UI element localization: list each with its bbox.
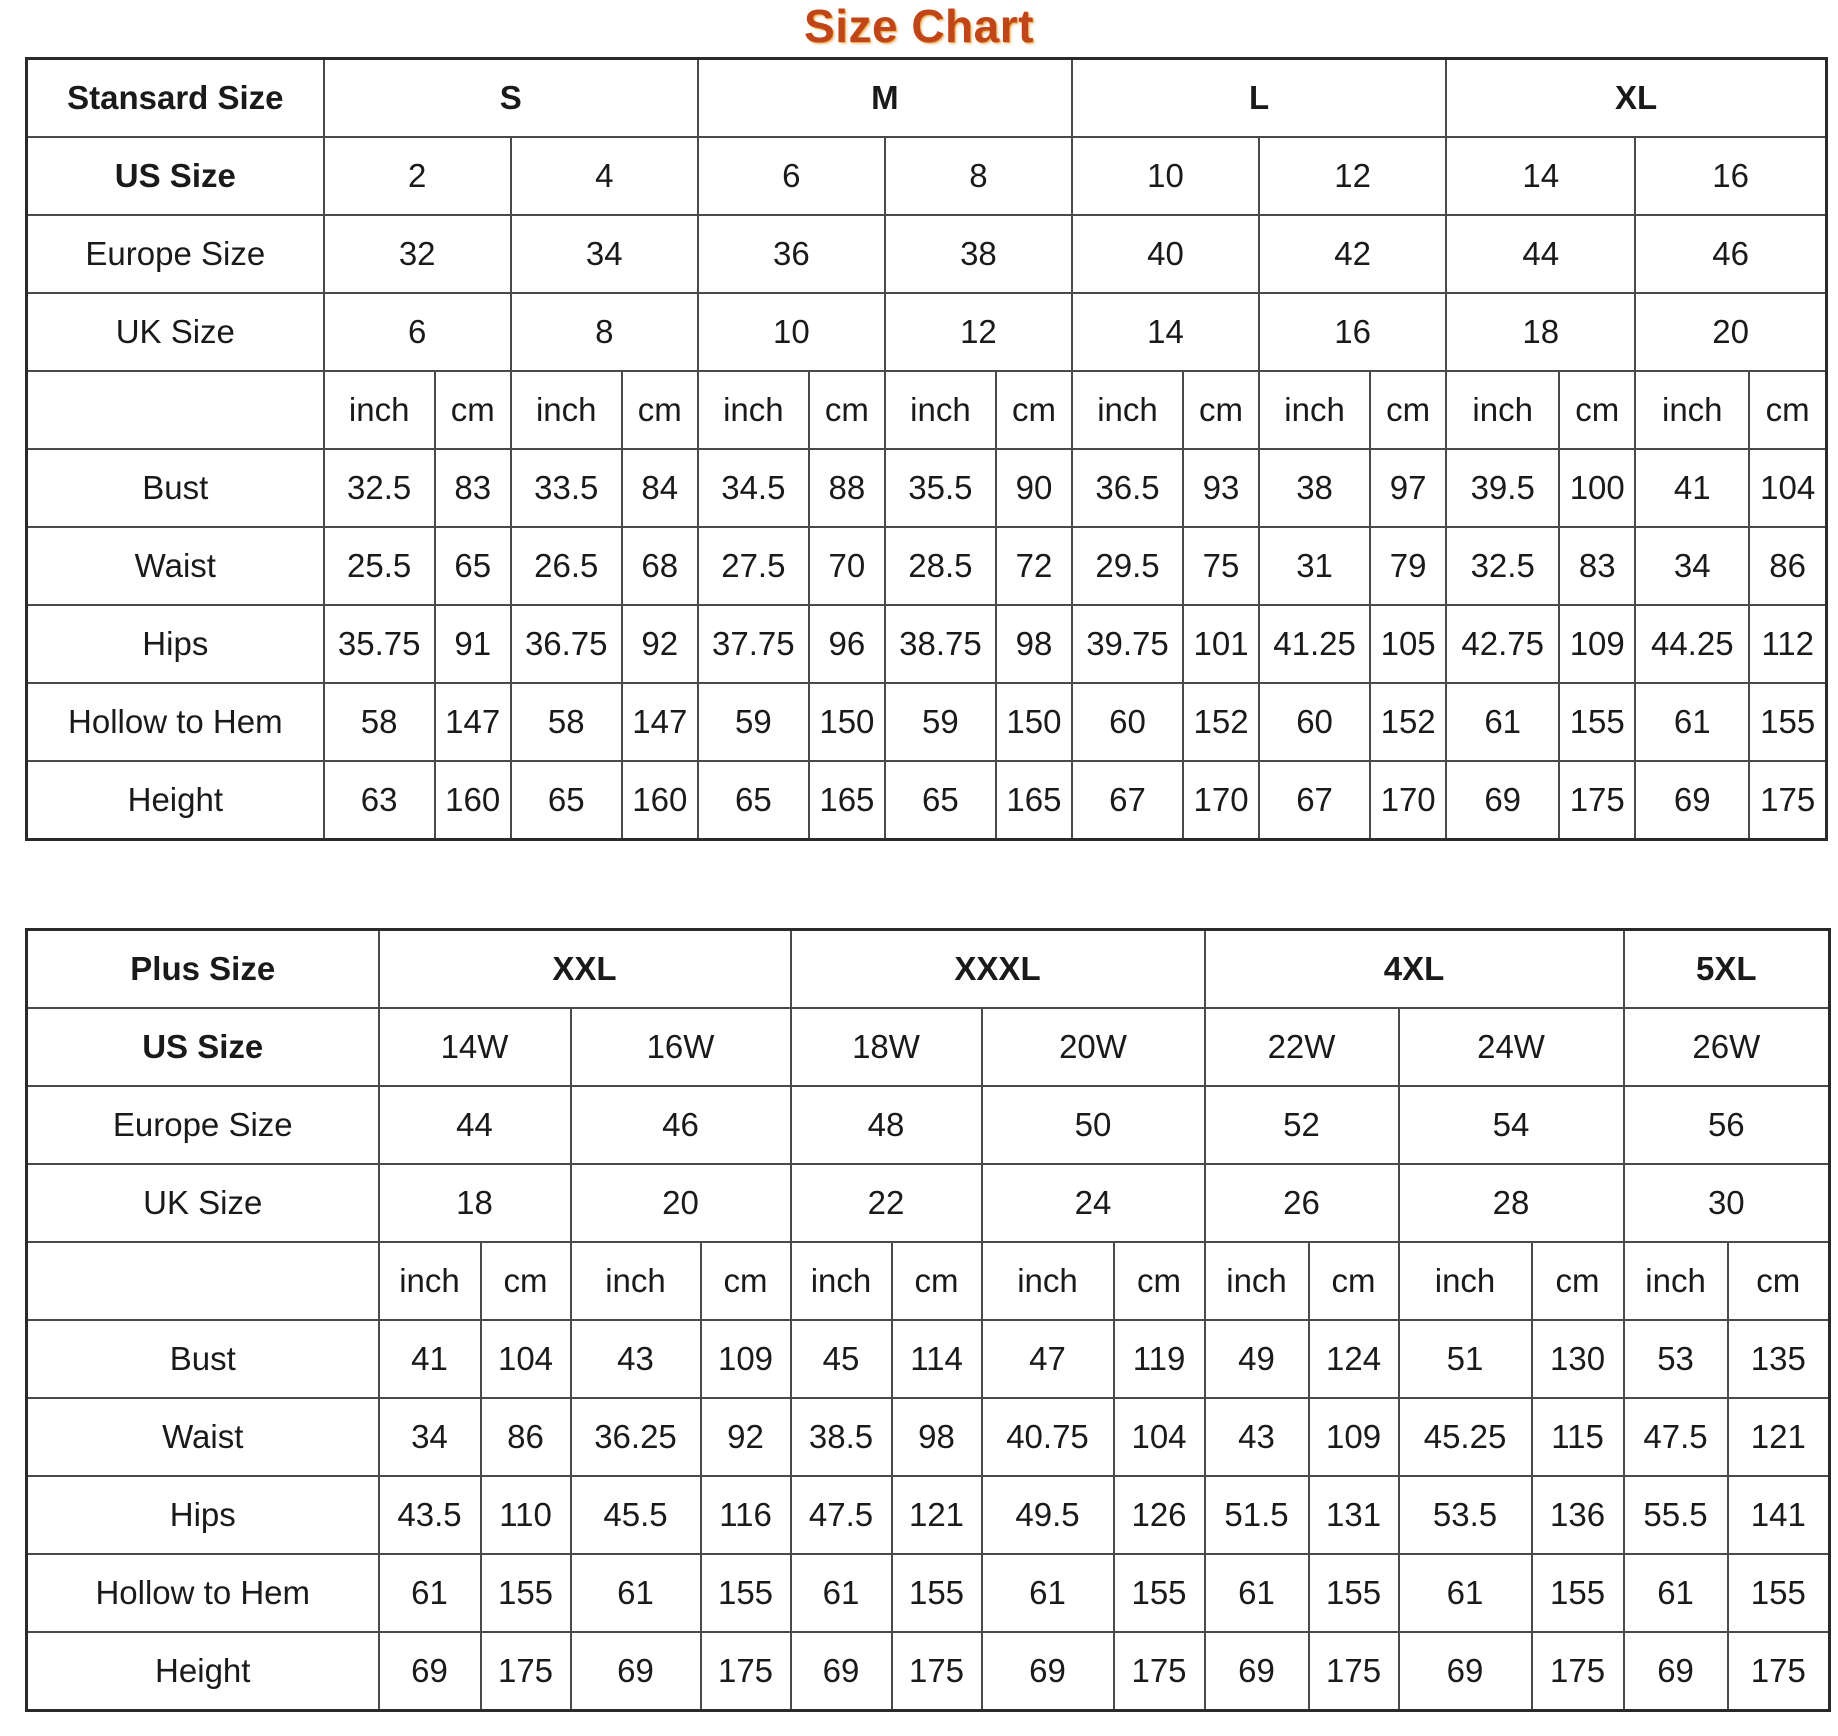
plus-uk-row [27, 1164, 1830, 1242]
unit-cm: cm [1183, 371, 1259, 449]
measure-cell: 86 [1749, 527, 1826, 605]
measure-cell: 36.75 [511, 605, 622, 683]
measure-cell: 45 [791, 1320, 892, 1398]
measure-cell: 175 [1559, 761, 1635, 840]
measure-cell: 34 [1635, 527, 1749, 605]
measure-cell: 92 [622, 605, 698, 683]
measure-cell: 44.25 [1635, 605, 1749, 683]
measure-cell: 69 [1635, 761, 1749, 840]
unit-inch: inch [511, 371, 622, 449]
measure-cell: 61 [1446, 683, 1559, 761]
unit-inch: inch [324, 371, 435, 449]
measure-cell: 97 [1370, 449, 1446, 527]
measure-cell: 165 [809, 761, 885, 840]
unit-inch: inch [698, 371, 809, 449]
standard-group-row [27, 59, 1827, 138]
measure-cell: 121 [1728, 1398, 1830, 1476]
measure-label: Waist [27, 1398, 379, 1476]
standard-group: L [1072, 59, 1446, 138]
unit-inch: inch [1205, 1242, 1309, 1320]
unit-inch: inch [1446, 371, 1559, 449]
plus-us-row [27, 1008, 1830, 1086]
measure-cell: 155 [1532, 1554, 1624, 1632]
measure-cell: 175 [1728, 1632, 1830, 1711]
measure-cell: 65 [885, 761, 996, 840]
measure-cell: 152 [1370, 683, 1446, 761]
unit-cm: cm [701, 1242, 791, 1320]
measure-cell: 61 [791, 1554, 892, 1632]
unit-cm: cm [1309, 1242, 1399, 1320]
measure-cell: 58 [324, 683, 435, 761]
europe-size-cell: 50 [982, 1086, 1205, 1164]
measure-cell: 130 [1532, 1320, 1624, 1398]
measure-cell: 104 [481, 1320, 571, 1398]
uk-size-cell: 6 [324, 293, 511, 371]
measure-cell: 61 [1399, 1554, 1532, 1632]
measure-cell: 119 [1114, 1320, 1205, 1398]
measure-cell: 175 [701, 1632, 791, 1711]
measure-cell: 37.75 [698, 605, 809, 683]
unit-inch: inch [571, 1242, 701, 1320]
measure-cell: 135 [1728, 1320, 1830, 1398]
measure-cell: 65 [435, 527, 511, 605]
measure-cell: 67 [1259, 761, 1370, 840]
measure-cell: 45.25 [1399, 1398, 1532, 1476]
measure-cell: 36.25 [571, 1398, 701, 1476]
unit-inch: inch [982, 1242, 1114, 1320]
unit-cm: cm [481, 1242, 571, 1320]
us-size-cell: 6 [698, 137, 885, 215]
measure-cell: 69 [1399, 1632, 1532, 1711]
europe-size-cell: 36 [698, 215, 885, 293]
measure-cell: 68 [622, 527, 698, 605]
standard-unit-row [27, 371, 1827, 449]
europe-size-cell: 40 [1072, 215, 1259, 293]
measure-cell: 42.75 [1446, 605, 1559, 683]
table-row [27, 1476, 1830, 1554]
measure-cell: 175 [892, 1632, 982, 1711]
measure-cell: 61 [982, 1554, 1114, 1632]
measure-cell: 63 [324, 761, 435, 840]
measure-cell: 36.5 [1072, 449, 1183, 527]
plus-group: 4XL [1205, 930, 1624, 1009]
standard-eu-row [27, 215, 1827, 293]
us-size-label: US Size [27, 137, 324, 215]
measure-cell: 61 [1635, 683, 1749, 761]
measure-cell: 53.5 [1399, 1476, 1532, 1554]
measure-cell: 86 [481, 1398, 571, 1476]
unit-inch: inch [1259, 371, 1370, 449]
measure-cell: 160 [435, 761, 511, 840]
measure-cell: 49 [1205, 1320, 1309, 1398]
measure-cell: 98 [892, 1398, 982, 1476]
measure-cell: 152 [1183, 683, 1259, 761]
measure-cell: 175 [1532, 1632, 1624, 1711]
unit-inch: inch [1635, 371, 1749, 449]
measure-cell: 31 [1259, 527, 1370, 605]
unit-cm: cm [1749, 371, 1826, 449]
measure-cell: 69 [1624, 1632, 1728, 1711]
measure-label: Hollow to Hem [27, 1554, 379, 1632]
measure-cell: 109 [1559, 605, 1635, 683]
plus-group-row [27, 930, 1830, 1009]
uk-size-cell: 8 [511, 293, 698, 371]
standard-header-label: Stansard Size [27, 59, 324, 138]
measure-cell: 175 [1309, 1632, 1399, 1711]
measure-cell: 51.5 [1205, 1476, 1309, 1554]
measure-cell: 116 [701, 1476, 791, 1554]
measure-cell: 45.5 [571, 1476, 701, 1554]
measure-cell: 96 [809, 605, 885, 683]
measure-cell: 35.5 [885, 449, 996, 527]
us-size-cell: 22W [1205, 1008, 1399, 1086]
measure-cell: 92 [701, 1398, 791, 1476]
measure-cell: 72 [996, 527, 1072, 605]
europe-size-label: Europe Size [27, 215, 324, 293]
unit-cm: cm [1532, 1242, 1624, 1320]
table-row [27, 1398, 1830, 1476]
europe-size-cell: 56 [1624, 1086, 1830, 1164]
uk-size-cell: 22 [791, 1164, 982, 1242]
measure-cell: 155 [701, 1554, 791, 1632]
measure-cell: 27.5 [698, 527, 809, 605]
measure-cell: 32.5 [324, 449, 435, 527]
europe-size-cell: 32 [324, 215, 511, 293]
unit-cm: cm [996, 371, 1072, 449]
measure-cell: 165 [996, 761, 1072, 840]
unit-label-empty [27, 1242, 379, 1320]
unit-inch: inch [885, 371, 996, 449]
measure-cell: 53 [1624, 1320, 1728, 1398]
measure-cell: 83 [435, 449, 511, 527]
measure-cell: 33.5 [511, 449, 622, 527]
measure-cell: 147 [435, 683, 511, 761]
measure-cell: 83 [1559, 527, 1635, 605]
measure-label: Height [27, 761, 324, 840]
us-size-cell: 2 [324, 137, 511, 215]
plus-eu-row [27, 1086, 1830, 1164]
measure-cell: 49.5 [982, 1476, 1114, 1554]
measure-cell: 104 [1749, 449, 1826, 527]
unit-inch: inch [1072, 371, 1183, 449]
table-row [27, 1554, 1830, 1632]
europe-size-cell: 46 [1635, 215, 1826, 293]
measure-cell: 58 [511, 683, 622, 761]
measure-cell: 175 [1749, 761, 1826, 840]
measure-label: Bust [27, 1320, 379, 1398]
europe-size-cell: 44 [1446, 215, 1635, 293]
measure-cell: 104 [1114, 1398, 1205, 1476]
table-row [27, 449, 1827, 527]
standard-us-row [27, 137, 1827, 215]
uk-size-cell: 28 [1399, 1164, 1624, 1242]
us-size-cell: 8 [885, 137, 1072, 215]
measure-cell: 41 [1635, 449, 1749, 527]
measure-cell: 55.5 [1624, 1476, 1728, 1554]
measure-cell: 155 [1114, 1554, 1205, 1632]
measure-label: Bust [27, 449, 324, 527]
measure-cell: 101 [1183, 605, 1259, 683]
measure-cell: 69 [982, 1632, 1114, 1711]
measure-cell: 69 [379, 1632, 481, 1711]
table-row [27, 761, 1827, 840]
uk-size-cell: 30 [1624, 1164, 1830, 1242]
measure-label: Hips [27, 1476, 379, 1554]
standard-group: S [324, 59, 698, 138]
measure-cell: 155 [892, 1554, 982, 1632]
europe-size-cell: 34 [511, 215, 698, 293]
measure-cell: 121 [892, 1476, 982, 1554]
measure-cell: 155 [1728, 1554, 1830, 1632]
plus-group: XXXL [791, 930, 1205, 1009]
measure-cell: 26.5 [511, 527, 622, 605]
measure-cell: 170 [1183, 761, 1259, 840]
measure-cell: 100 [1559, 449, 1635, 527]
page-title: Size Chart [804, 0, 1034, 52]
standard-size-table [25, 57, 1828, 841]
measure-cell: 69 [791, 1632, 892, 1711]
measure-cell: 170 [1370, 761, 1446, 840]
measure-cell: 98 [996, 605, 1072, 683]
measure-cell: 155 [1749, 683, 1826, 761]
plus-size-table [25, 928, 1831, 1712]
us-size-cell: 4 [511, 137, 698, 215]
measure-cell: 47 [982, 1320, 1114, 1398]
measure-cell: 59 [698, 683, 809, 761]
europe-size-cell: 44 [379, 1086, 571, 1164]
measure-cell: 43.5 [379, 1476, 481, 1554]
europe-size-cell: 54 [1399, 1086, 1624, 1164]
standard-group: XL [1446, 59, 1826, 138]
measure-cell: 38 [1259, 449, 1370, 527]
measure-cell: 34 [379, 1398, 481, 1476]
table-row [27, 1632, 1830, 1711]
plus-header-label: Plus Size [27, 930, 379, 1009]
measure-cell: 40.75 [982, 1398, 1114, 1476]
measure-cell: 29.5 [1072, 527, 1183, 605]
measure-cell: 175 [481, 1632, 571, 1711]
measure-cell: 65 [698, 761, 809, 840]
measure-cell: 65 [511, 761, 622, 840]
uk-size-label: UK Size [27, 293, 324, 371]
measure-label: Hips [27, 605, 324, 683]
measure-cell: 79 [1370, 527, 1446, 605]
unit-cm: cm [435, 371, 511, 449]
measure-cell: 109 [1309, 1398, 1399, 1476]
standard-group: M [698, 59, 1072, 138]
table-row [27, 527, 1827, 605]
measure-cell: 112 [1749, 605, 1826, 683]
measure-cell: 61 [1624, 1554, 1728, 1632]
measure-cell: 126 [1114, 1476, 1205, 1554]
measure-cell: 61 [1205, 1554, 1309, 1632]
unit-inch: inch [379, 1242, 481, 1320]
measure-cell: 51 [1399, 1320, 1532, 1398]
table-row [27, 605, 1827, 683]
measure-cell: 110 [481, 1476, 571, 1554]
measure-cell: 105 [1370, 605, 1446, 683]
uk-size-label: UK Size [27, 1164, 379, 1242]
measure-cell: 67 [1072, 761, 1183, 840]
europe-size-cell: 48 [791, 1086, 982, 1164]
measure-cell: 175 [1114, 1632, 1205, 1711]
measure-cell: 28.5 [885, 527, 996, 605]
us-size-cell: 16 [1635, 137, 1826, 215]
unit-cm: cm [1559, 371, 1635, 449]
measure-cell: 155 [1309, 1554, 1399, 1632]
plus-unit-row [27, 1242, 1830, 1320]
measure-cell: 34.5 [698, 449, 809, 527]
unit-inch: inch [791, 1242, 892, 1320]
measure-cell: 131 [1309, 1476, 1399, 1554]
measure-cell: 147 [622, 683, 698, 761]
measure-cell: 69 [1446, 761, 1559, 840]
us-size-cell: 18W [791, 1008, 982, 1086]
measure-cell: 69 [571, 1632, 701, 1711]
measure-cell: 59 [885, 683, 996, 761]
measure-cell: 61 [571, 1554, 701, 1632]
table-row [27, 1320, 1830, 1398]
unit-cm: cm [809, 371, 885, 449]
uk-size-cell: 24 [982, 1164, 1205, 1242]
measure-cell: 70 [809, 527, 885, 605]
us-size-cell: 10 [1072, 137, 1259, 215]
measure-cell: 38.5 [791, 1398, 892, 1476]
measure-cell: 41 [379, 1320, 481, 1398]
measure-label: Height [27, 1632, 379, 1711]
measure-cell: 47.5 [791, 1476, 892, 1554]
unit-cm: cm [892, 1242, 982, 1320]
uk-size-cell: 10 [698, 293, 885, 371]
measure-cell: 114 [892, 1320, 982, 1398]
measure-cell: 84 [622, 449, 698, 527]
uk-size-cell: 12 [885, 293, 1072, 371]
measure-cell: 160 [622, 761, 698, 840]
unit-cm: cm [1114, 1242, 1205, 1320]
us-size-cell: 26W [1624, 1008, 1830, 1086]
measure-cell: 60 [1072, 683, 1183, 761]
plus-group: XXL [379, 930, 791, 1009]
measure-cell: 43 [571, 1320, 701, 1398]
measure-cell: 155 [1559, 683, 1635, 761]
measure-cell: 25.5 [324, 527, 435, 605]
unit-cm: cm [1728, 1242, 1830, 1320]
uk-size-cell: 20 [571, 1164, 791, 1242]
table-row [27, 683, 1827, 761]
uk-size-cell: 18 [1446, 293, 1635, 371]
measure-label: Waist [27, 527, 324, 605]
measure-cell: 32.5 [1446, 527, 1559, 605]
unit-inch: inch [1624, 1242, 1728, 1320]
europe-size-cell: 38 [885, 215, 1072, 293]
measure-cell: 93 [1183, 449, 1259, 527]
measure-cell: 75 [1183, 527, 1259, 605]
measure-cell: 90 [996, 449, 1072, 527]
measure-cell: 150 [809, 683, 885, 761]
measure-cell: 61 [379, 1554, 481, 1632]
measure-cell: 115 [1532, 1398, 1624, 1476]
us-size-cell: 14W [379, 1008, 571, 1086]
measure-label: Hollow to Hem [27, 683, 324, 761]
measure-cell: 124 [1309, 1320, 1399, 1398]
us-size-label: US Size [27, 1008, 379, 1086]
uk-size-cell: 18 [379, 1164, 571, 1242]
measure-cell: 41.25 [1259, 605, 1370, 683]
uk-size-cell: 26 [1205, 1164, 1399, 1242]
measure-cell: 136 [1532, 1476, 1624, 1554]
measure-cell: 91 [435, 605, 511, 683]
unit-cm: cm [1370, 371, 1446, 449]
uk-size-cell: 14 [1072, 293, 1259, 371]
standard-uk-row [27, 293, 1827, 371]
us-size-cell: 12 [1259, 137, 1446, 215]
measure-cell: 69 [1205, 1632, 1309, 1711]
europe-size-label: Europe Size [27, 1086, 379, 1164]
europe-size-cell: 52 [1205, 1086, 1399, 1164]
us-size-cell: 24W [1399, 1008, 1624, 1086]
measure-cell: 88 [809, 449, 885, 527]
plus-group: 5XL [1624, 930, 1830, 1009]
us-size-cell: 20W [982, 1008, 1205, 1086]
europe-size-cell: 42 [1259, 215, 1446, 293]
measure-cell: 38.75 [885, 605, 996, 683]
unit-label-empty [27, 371, 324, 449]
unit-cm: cm [622, 371, 698, 449]
europe-size-cell: 46 [571, 1086, 791, 1164]
measure-cell: 35.75 [324, 605, 435, 683]
uk-size-cell: 16 [1259, 293, 1446, 371]
measure-cell: 141 [1728, 1476, 1830, 1554]
measure-cell: 150 [996, 683, 1072, 761]
measure-cell: 47.5 [1624, 1398, 1728, 1476]
measure-cell: 109 [701, 1320, 791, 1398]
uk-size-cell: 20 [1635, 293, 1826, 371]
measure-cell: 39.75 [1072, 605, 1183, 683]
unit-inch: inch [1399, 1242, 1532, 1320]
measure-cell: 155 [481, 1554, 571, 1632]
measure-cell: 60 [1259, 683, 1370, 761]
measure-cell: 39.5 [1446, 449, 1559, 527]
measure-cell: 43 [1205, 1398, 1309, 1476]
us-size-cell: 14 [1446, 137, 1635, 215]
us-size-cell: 16W [571, 1008, 791, 1086]
